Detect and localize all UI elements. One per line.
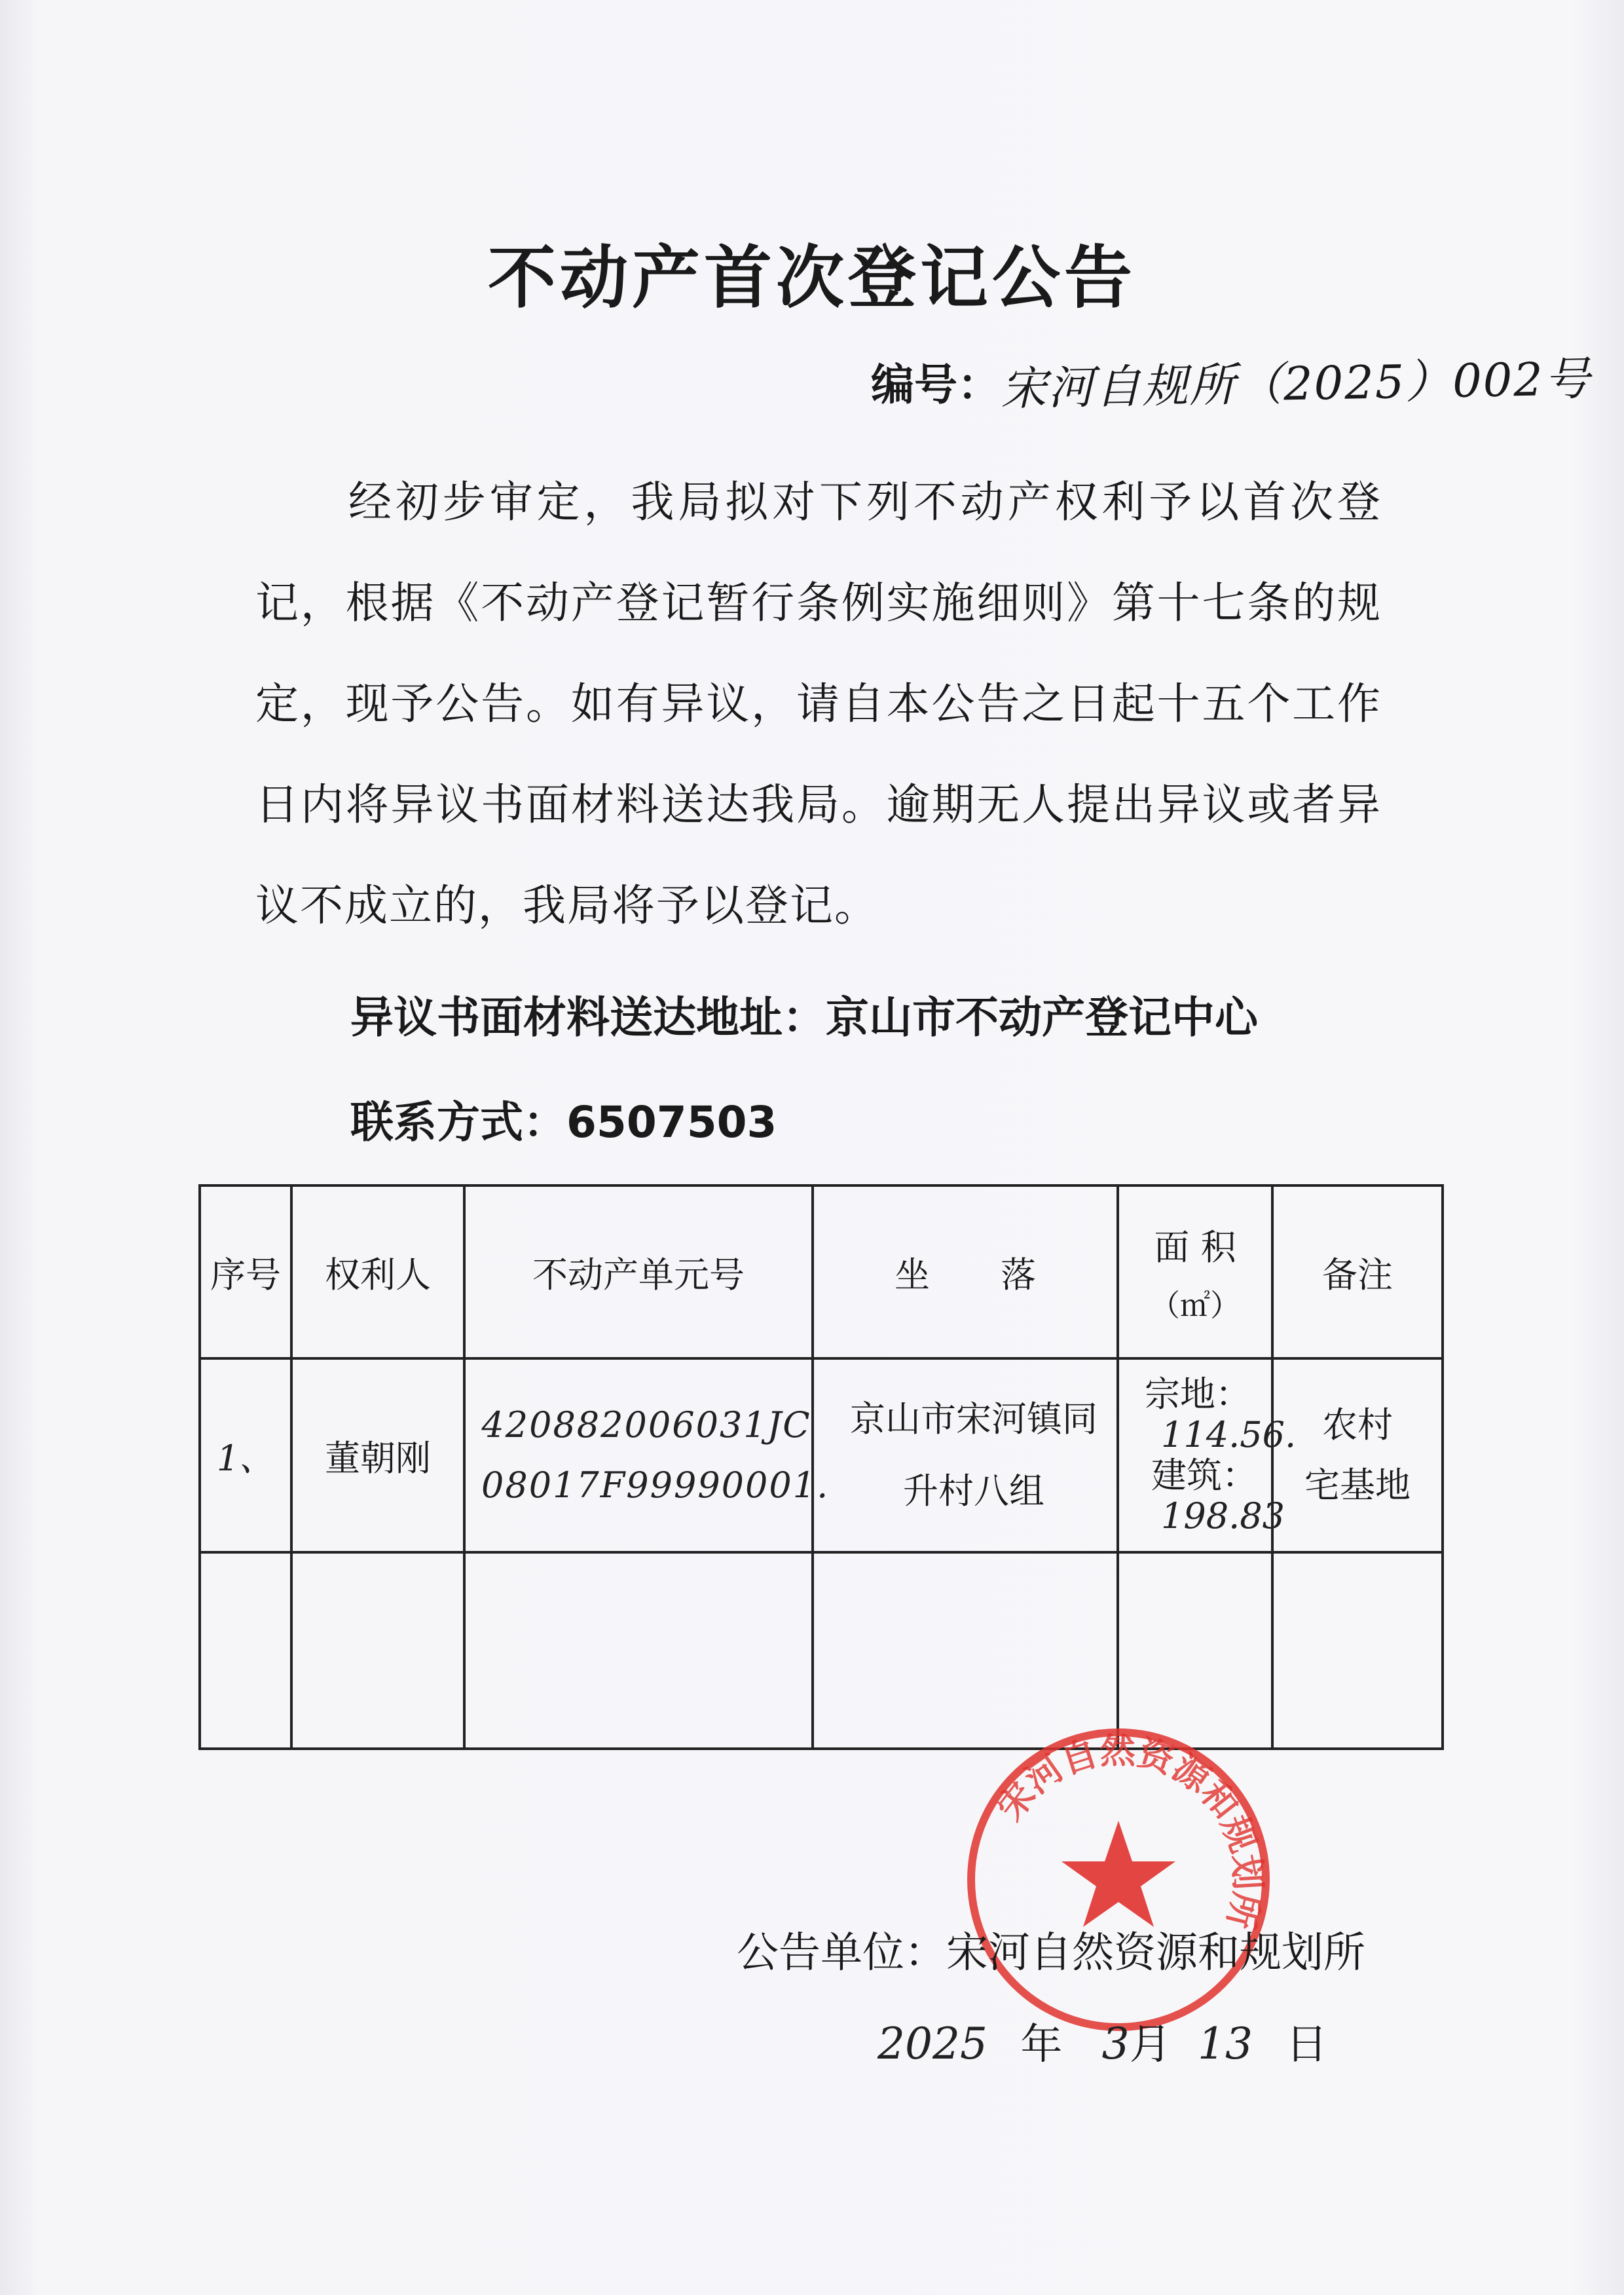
date-month-suffix: 月 bbox=[1129, 2021, 1172, 2069]
cell-empty bbox=[1118, 1552, 1272, 1749]
cell-location bbox=[813, 1358, 1118, 1552]
cell-location-line2: 升村八组 bbox=[903, 1470, 1044, 1512]
objection-address: 异议书面材料送达地址：京山市不动产登记中心 bbox=[350, 992, 1258, 1043]
date-day: 13 bbox=[1198, 2019, 1253, 2069]
cell-unit-no bbox=[464, 1358, 830, 1552]
cell-holder: 董朝刚 bbox=[291, 1358, 464, 1552]
notice-number-value: 宋河自规所（2025）002号 bbox=[1000, 352, 1592, 416]
notice-number bbox=[871, 347, 1592, 416]
table-row-empty bbox=[200, 1552, 1443, 1749]
cell-empty bbox=[200, 1552, 291, 1749]
issue-date bbox=[877, 2011, 1327, 2071]
header-seq: 序号 bbox=[200, 1185, 291, 1358]
cell-area-land: 114.56. bbox=[1161, 1414, 1297, 1455]
notice-body: 经初步审定，我局拟对下列不动产权利予以首次登记，根据《不动产登记暂行条例实施细则》第十七条的规定，现予公告。如有异议，请自本公告之日起十五个工作日内将异议书面材料送达我局。逾期无人提出异议或者异议不成立的，我局将予以登记。 bbox=[255, 477, 1382, 931]
cell-area bbox=[1118, 1358, 1297, 1552]
header-area-unit: （㎡） bbox=[1150, 1287, 1240, 1323]
header-holder: 权利人 bbox=[291, 1185, 464, 1358]
cell-location-line1: 京山市宋河镇同 bbox=[850, 1398, 1098, 1440]
cell-empty bbox=[464, 1552, 813, 1749]
cell-empty bbox=[813, 1552, 1118, 1749]
cell-empty bbox=[291, 1552, 464, 1749]
table-row bbox=[200, 1358, 1443, 1552]
table-header-row bbox=[200, 1185, 1443, 1358]
date-year: 2025 bbox=[877, 2019, 987, 2069]
cell-area-building: 198.83 bbox=[1161, 1495, 1285, 1537]
cell-note bbox=[1272, 1358, 1443, 1552]
cell-unit-no-line1: 420882006031JC bbox=[481, 1404, 811, 1446]
cell-note-line1: 农村 bbox=[1322, 1404, 1393, 1446]
official-seal bbox=[961, 1723, 1276, 2037]
header-unit-no: 不动产单元号 bbox=[464, 1185, 813, 1358]
issuing-unit: 公告单位：宋河自然资源和规划所 bbox=[737, 1929, 1365, 1977]
header-area-label: 面 积 bbox=[1154, 1226, 1236, 1268]
date-month: 3 bbox=[1101, 2019, 1130, 2069]
header-area bbox=[1118, 1185, 1272, 1358]
notice-number-label: 编号： bbox=[871, 360, 1001, 410]
cell-unit-no-line2: 08017F99990001. bbox=[481, 1465, 830, 1506]
cell-seq: 1、 bbox=[200, 1358, 291, 1552]
header-note: 备注 bbox=[1272, 1185, 1443, 1358]
seal-star bbox=[1061, 1821, 1175, 1927]
cell-area-building-label: 建筑： bbox=[1151, 1455, 1257, 1496]
page-title: 不动产首次登记公告 bbox=[487, 238, 1136, 318]
seal-text: 宋河自然资源和规划所 bbox=[989, 1730, 1269, 1933]
cell-note-line2: 宅基地 bbox=[1304, 1465, 1411, 1506]
cell-empty bbox=[1272, 1552, 1443, 1749]
header-location: 坐 落 bbox=[813, 1185, 1118, 1358]
contact-info: 联系方式：6507503 bbox=[350, 1097, 777, 1148]
date-year-suffix: 年 bbox=[1020, 2021, 1063, 2069]
cell-area-land-label: 宗地： bbox=[1145, 1373, 1251, 1415]
date-day-suffix: 日 bbox=[1285, 2021, 1328, 2069]
registration-table bbox=[198, 1184, 1444, 1750]
